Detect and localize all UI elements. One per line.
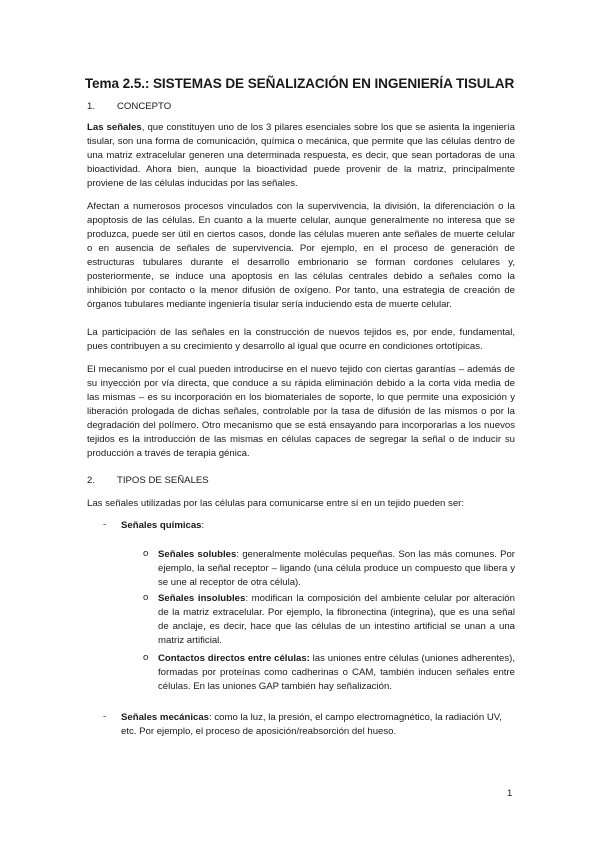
bold-term: Las señales [87, 122, 142, 133]
bold-term: Señales solubles [158, 549, 237, 560]
list-item-text: las uniones entre células (uniones adherentes), formadas por proteínas como cadherinas o CAM, también inducen señales entre células. En las uniones GAP también hay señalización. [158, 653, 515, 692]
paragraph-text: Las señales utilizadas por las células para comunicarse entre sí en un tejido pueden ser: [87, 498, 465, 509]
list-item-label: Señales químicas [121, 520, 202, 531]
list-item-contactos [158, 652, 515, 694]
paragraph-intro-tipos [87, 497, 515, 511]
paragraph-text: La participación de las señales en la construcción de nuevos tejidos es, por ende, fundamental, pues contribuyen a su crecimiento y desarrollo al igual que ocurre en condiciones ortotípicas. [87, 327, 515, 352]
list-item-label: Señales mecánicas [121, 712, 210, 723]
paragraph-participacion [87, 326, 515, 354]
list-item-text: : modifican la composición del ambiente celular por alteración de la matriz extracelular. Por ejemplo, la fibronectina (integrina), que es una señal de anclaje, es decir, hace que las células de un intestino artificial se unan a una matriz artificial. [158, 593, 515, 646]
list-dash: - [103, 519, 107, 530]
bold-term: Contactos directos entre células: [158, 653, 310, 664]
bullet-icon: o [143, 652, 149, 663]
paragraph-text: Afectan a numerosos procesos vinculados con la supervivencia, la división, la diferenciación o la apoptosis de las células. En cuanto a la muerte celular, aunque generalmente no interesa que se produzca, puede ser útil en ciertos casos, donde las células mueren ante señales de muerte celular o en ausencia de señales de supervivencia. Por ejemplo, en el proceso de generación de estructuras tubulares durante el desarrollo embrionario se forman cordones celulares y, posteriormente, se induce una apoptosis en las células centrales debido a señales como la inhibición por contacto o la menor difusión de oxígeno. Por tanto, una estrategia de creación de órganos tubulares mediante ingeniería tisular sería induciendo esta de muerte celular. [87, 201, 515, 310]
list-item-insolubles [158, 592, 515, 648]
document-title: Tema 2.5.: SISTEMAS DE SEÑALIZACIÓN EN INGENIERÍA TISULAR [84, 76, 515, 91]
bold-term: Señales insolubles [158, 593, 246, 604]
bullet-icon: o [143, 592, 149, 603]
list-item-text: : generalmente moléculas pequeñas. Son las más comunes. Por ejemplo, la señal receptor – ligando (una célula produce un compuesto que libera y se une al receptor de otra célula). [158, 549, 515, 588]
list-item-colon: : [201, 520, 205, 531]
list-item-text: : como la luz, la presión, el campo electromagnético, la radiación UV, etc. Por ejemplo, el proceso de aposición/reabsorción del hueso. [121, 712, 502, 737]
section-label: CONCEPTO [117, 101, 172, 112]
paragraph-senales-definicion [87, 121, 515, 191]
list-dash: - [103, 711, 107, 722]
section-heading-tipos [87, 475, 209, 486]
section-heading-concepto [87, 101, 171, 112]
page-number: 1 [507, 788, 513, 799]
list-item-solubles [158, 548, 515, 590]
paragraph-text: El mecanismo por el cual pueden introducirse en el nuevo tejido con ciertas garantías – además de su inyección por vía directa, que conduce a su rápida eliminación debido a la corta vida media de las mismas – es su incorporación en los biomateriales de soporte, lo que permite una exposición y liberación prologada de dichas señales, controlable por la tasa de difusión de las mismos o por la degradación del polímero. Otro mecanismo que se está ensayando para incorporarlas a los nuevos tejidos es la introducción de las mismas en células capaces de segregar la señal o de inducir su producción a través de terapia génica. [87, 364, 515, 459]
bullet-icon: o [143, 548, 149, 559]
list-item-mecanicas [121, 711, 515, 739]
paragraph-mecanismo [87, 363, 515, 461]
list-item-quimicas [121, 519, 515, 533]
section-number: 1. [87, 101, 96, 112]
paragraph-text: , que constituyen uno de los 3 pilares esenciales sobre los que se asienta la ingeniería tisular, son una forma de comunicación, química o mecánica, que permite que las células dentro de una matriz extracelular generen una determinada respuesta, es decir, que sean portadoras de una bioactividad. Ahora bien, aunque la bioactividad puede provenir de la matriz, principalmente proviene de las células inducidas por las señales. [87, 122, 516, 189]
paragraph-procesos [87, 200, 515, 312]
section-label: TIPOS DE SEÑALES [117, 475, 209, 486]
section-number: 2. [87, 475, 96, 486]
